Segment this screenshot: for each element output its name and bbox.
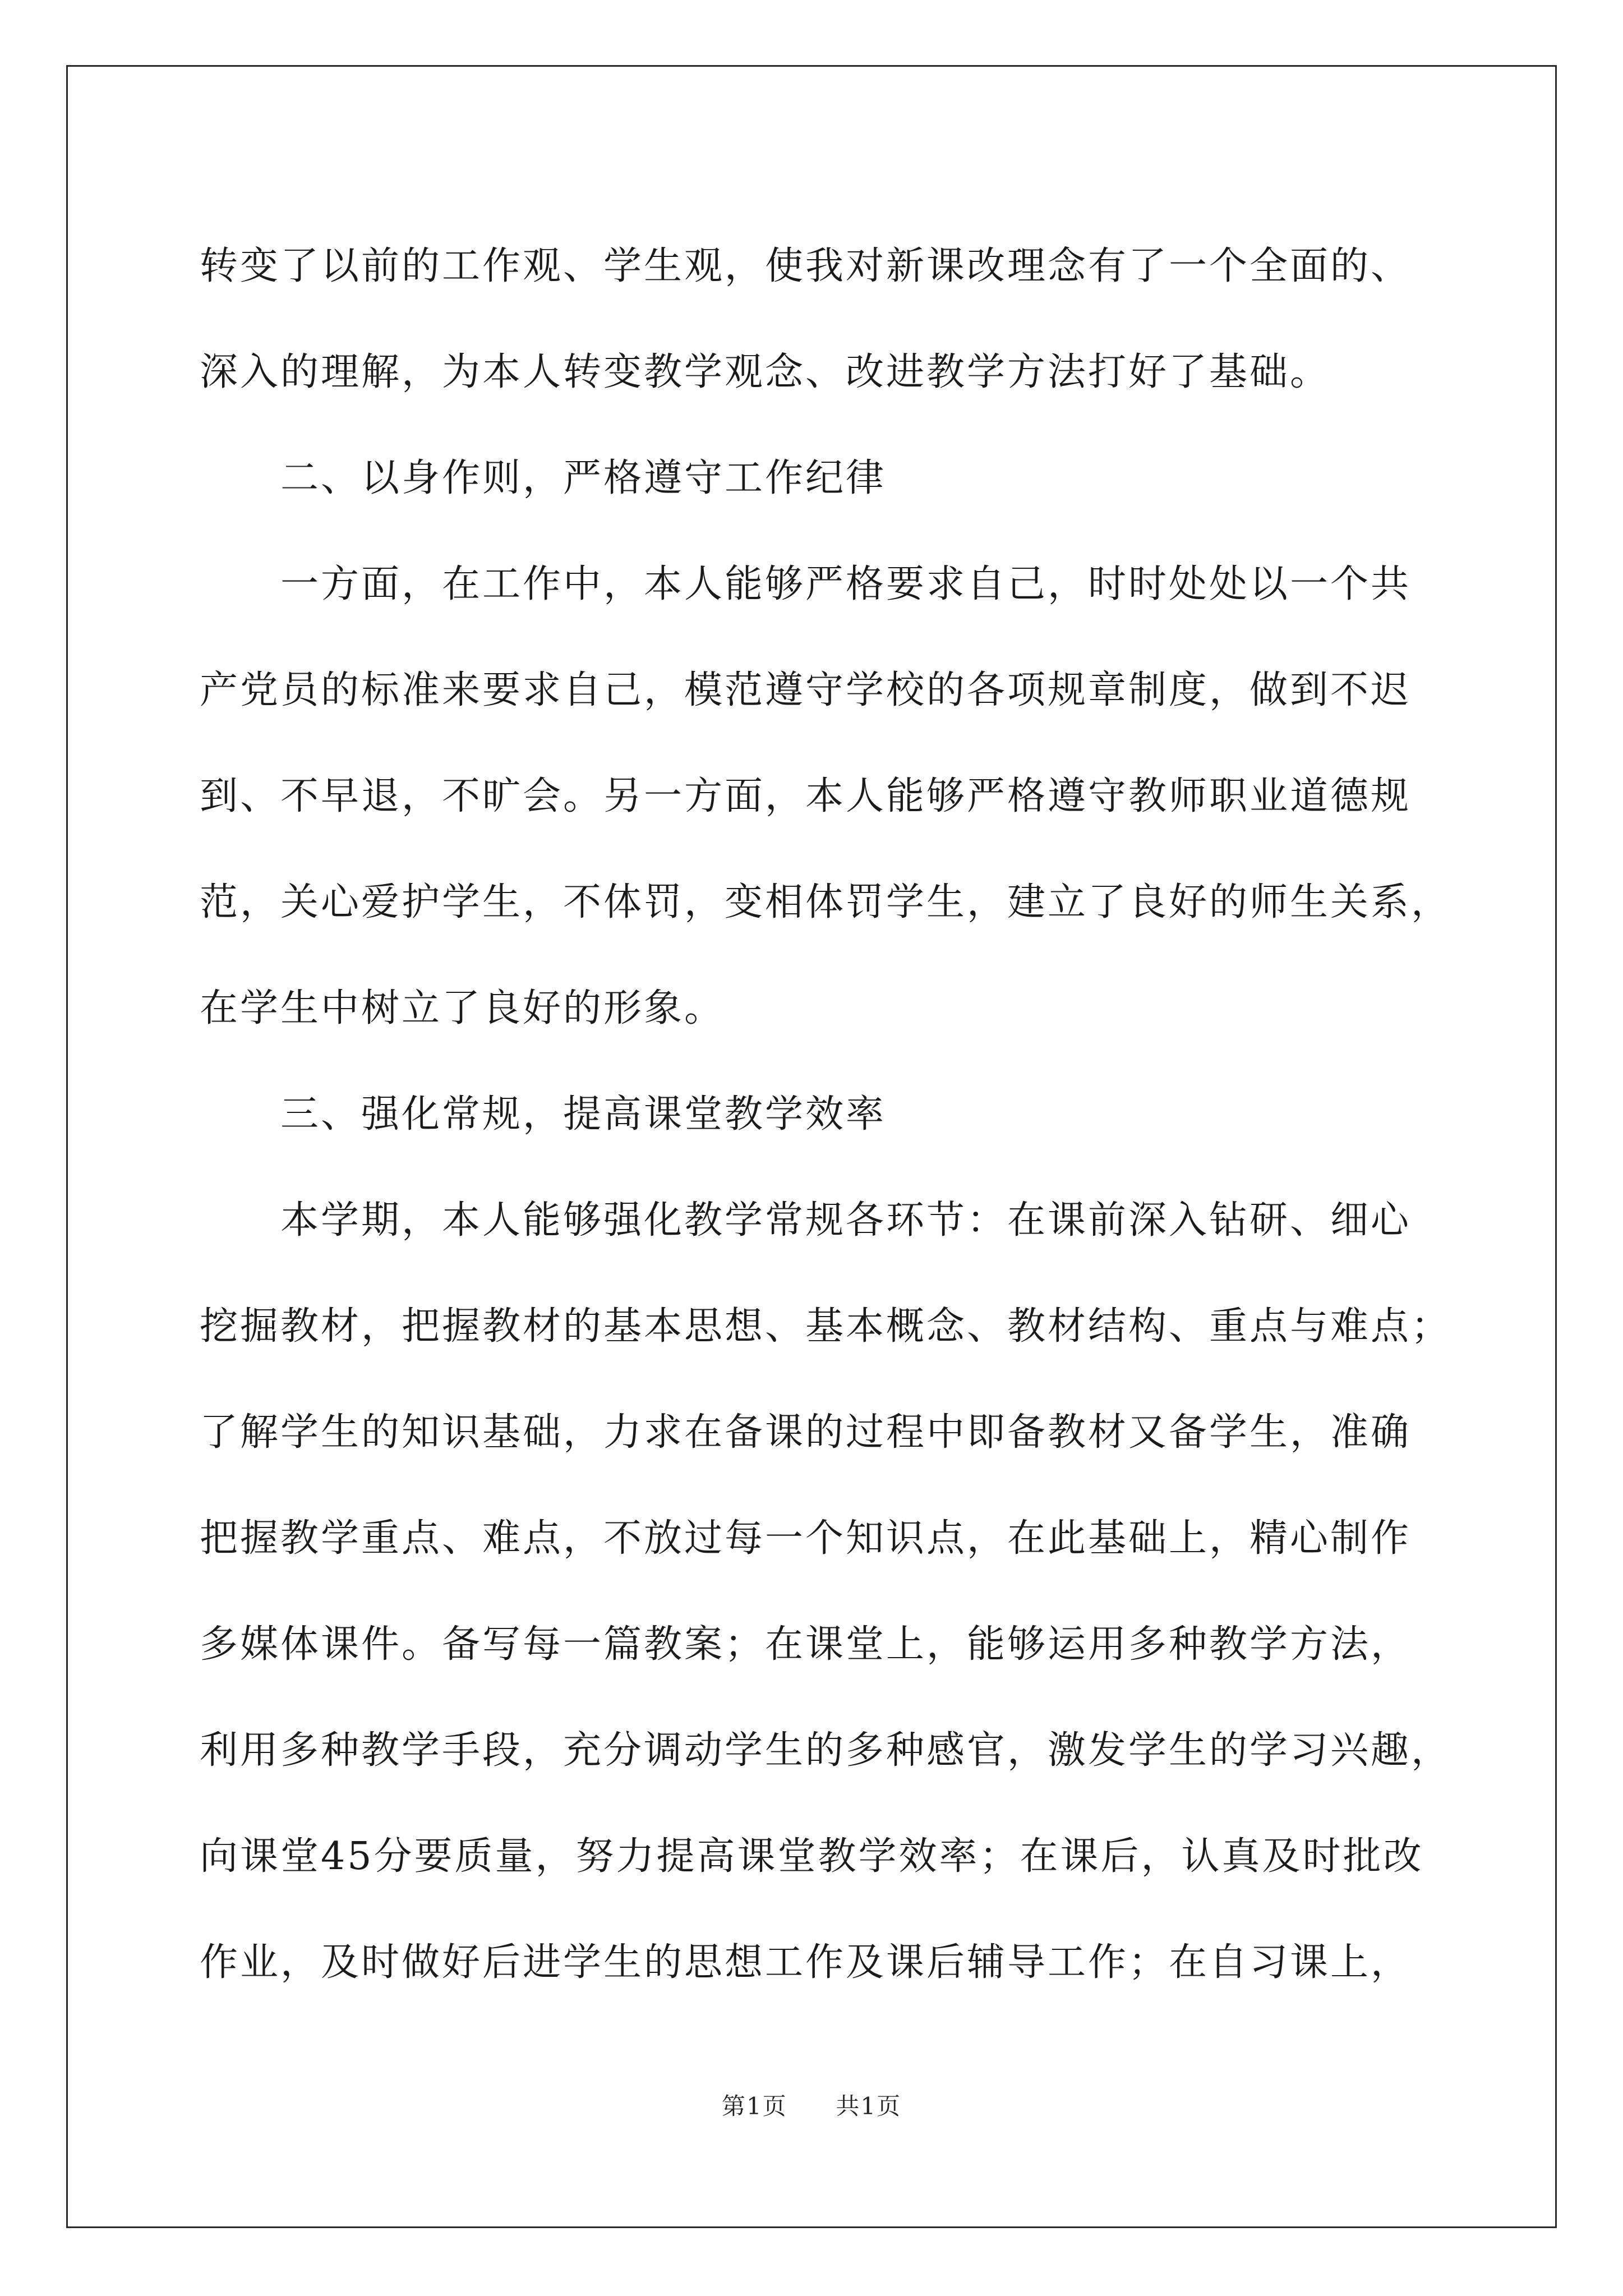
text-line: 产党员的标准来要求自己，模范遵守学校的各项规章制度，做到不迟 — [200, 668, 1412, 712]
section-heading: 二、以身作则，严格遵守工作纪律 — [280, 456, 887, 500]
text-line: 了解学生的知识基础，力求在备课的过程中即备教材又备学生，准确 — [200, 1410, 1412, 1455]
text-line: 在学生中树立了良好的形象。 — [200, 986, 725, 1030]
text-line: 范，关心爱护学生，不体罚，变相体罚学生，建立了良好的师生关系， — [200, 880, 1452, 924]
text-line: 多媒体课件。备写每一篇教案；在课堂上，能够运用多种教学方法， — [200, 1622, 1412, 1667]
text-line: 把握教学重点、难点，不放过每一个知识点，在此基础上，精心制作 — [200, 1516, 1412, 1561]
text-line: 向课堂45分要质量，努力提高课堂教学效率；在课后，认真及时批改 — [200, 1834, 1424, 1879]
document-body — [200, 213, 1467, 2016]
text-line: 作业，及时做好后进学生的思想工作及课后辅导工作；在自习课上， — [200, 1940, 1412, 1985]
text-line: 利用多种教学手段，充分调动学生的多种感官，激发学生的学习兴趣， — [200, 1728, 1452, 1773]
text-line: 深入的理解，为本人转变教学观念、改进教学方法打好了基础。 — [200, 350, 1331, 394]
page-total: 共1页 — [836, 2092, 902, 2120]
text-line: 挖掘教材，把握教材的基本思想、基本概念、教材结构、重点与难点； — [200, 1304, 1452, 1349]
text-line: 到、不早退，不旷会。另一方面，本人能够严格遵守教师职业道德规 — [200, 774, 1412, 818]
page-footer — [0, 2088, 1623, 2122]
page-number: 第1页 — [721, 2092, 787, 2120]
text-line: 一方面，在工作中，本人能够严格要求自己，时时处处以一个共 — [280, 562, 1412, 606]
section-heading: 三、强化常规，提高课堂教学效率 — [280, 1092, 887, 1137]
text-line: 转变了以前的工作观、学生观，使我对新课改理念有了一个全面的、 — [200, 244, 1412, 288]
text-line: 本学期，本人能够强化教学常规各环节：在课前深入钻研、细心 — [280, 1198, 1412, 1243]
